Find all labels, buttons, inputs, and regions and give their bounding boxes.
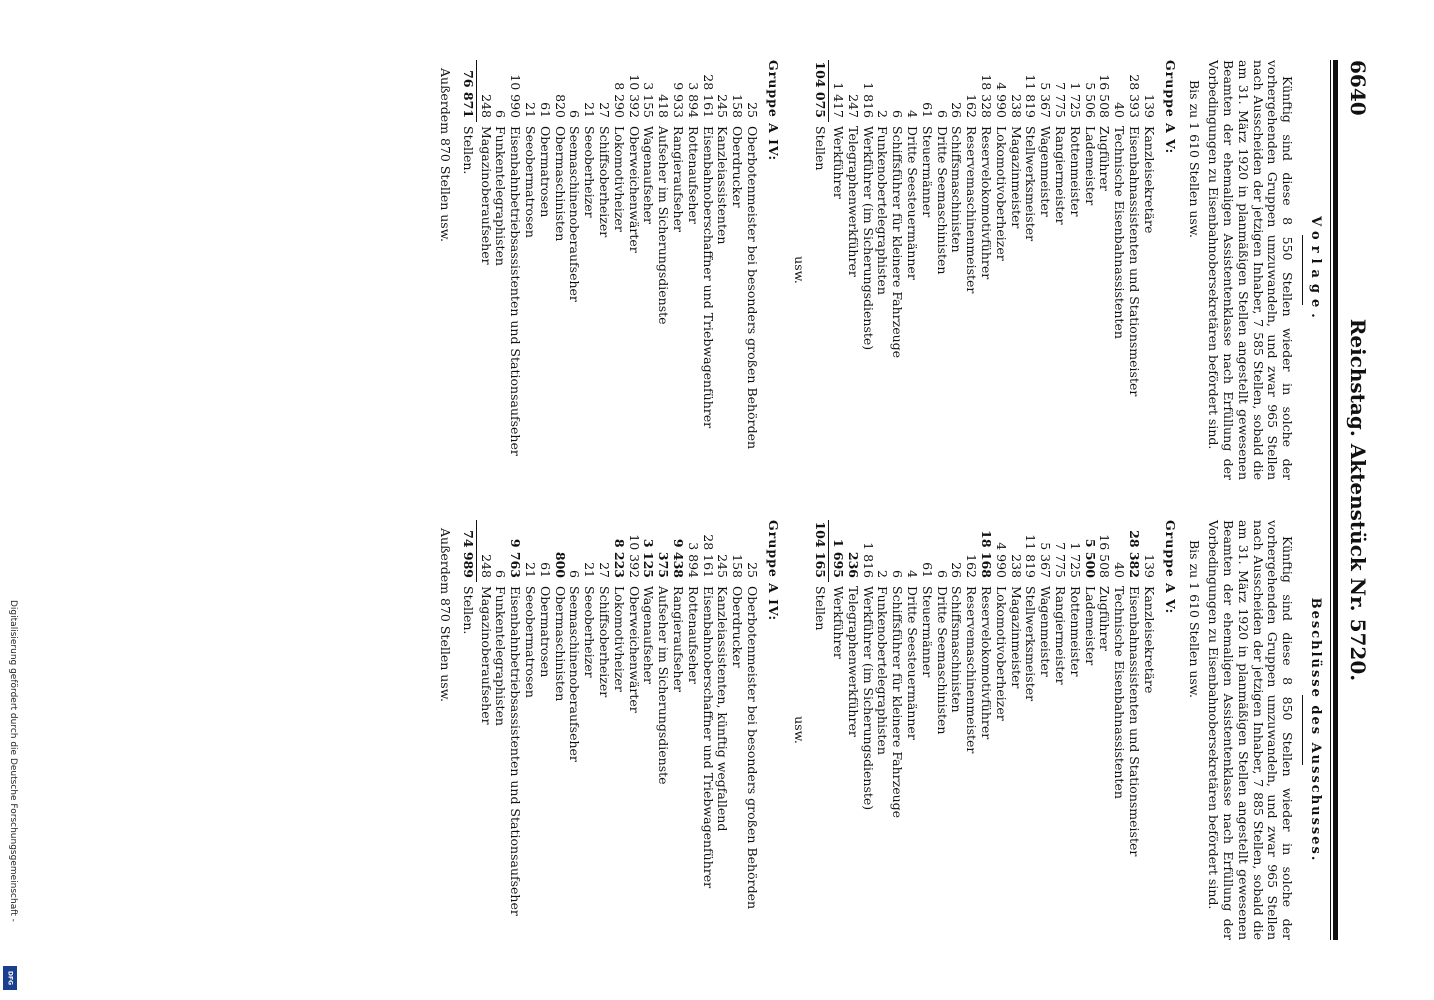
item-label: Rangieraufseher	[670, 126, 686, 232]
item-label: Funkentelegraphisten	[493, 586, 509, 726]
intro-paragraph: Künftig sind diese 8 850 Stellen wieder in solche der vorhergehenden Gruppen umzuwandeln, und zwar 965 Stellen nach Ausscheiden der jetzigen Inhaber, 7 885 Stellen, sobald die am 31. März 1920 in planmäßigen Stellen angestellt gewesenen Beamten der ehemaligen Assistentenklasse nach Erfüllung der Vorbedingungen zu Eisenbahnobersekretären befördert sind.	[1206, 520, 1296, 940]
list-item	[1126, 60, 1141, 480]
item-label: Eisenbahnoberschaffner und Triebwagenführer	[700, 586, 716, 889]
total-row	[813, 520, 828, 940]
list-item	[655, 60, 670, 480]
total-label: Stellen.	[460, 126, 476, 175]
usw-line: usw.	[792, 716, 808, 744]
item-count: 1 816	[860, 542, 876, 578]
list-item	[670, 60, 685, 480]
item-label: Rottenaufseher	[685, 586, 701, 684]
item-count: 10 392	[626, 74, 642, 118]
list-item	[1023, 520, 1038, 940]
item-count: 4 990	[993, 542, 1009, 578]
item-label: Lokomotivheizer	[611, 586, 627, 692]
item-label: Dritte Seemaschinisten	[934, 126, 950, 275]
item-count: 238	[1008, 554, 1024, 578]
item-label: Reservemaschinenmeister	[964, 126, 980, 294]
item-label: Telegraphenwerkführer	[845, 586, 861, 737]
item-label: Eisenbahnassistenten und Stationsmeister	[1127, 586, 1143, 857]
item-label: Aufseher im Sicherungsdienste	[656, 586, 672, 785]
header-rule-thin	[1330, 60, 1331, 940]
item-count: 245	[715, 94, 731, 118]
item-count: 6	[890, 110, 906, 118]
item-count: 21	[582, 562, 598, 578]
list-item	[1067, 520, 1082, 940]
item-count: 6	[493, 110, 509, 118]
item-label: Zugführer	[1097, 586, 1113, 651]
list-item	[700, 520, 715, 940]
item-count: 11 819	[1023, 534, 1039, 578]
list-item	[537, 520, 552, 940]
dfg-logo: DFG	[3, 966, 17, 990]
item-label: Oberdrucker	[730, 586, 746, 668]
list-item	[655, 520, 670, 940]
column-heading: Vorlage.	[1308, 216, 1323, 324]
item-count: 27	[596, 102, 612, 118]
item-count: 1 816	[860, 82, 876, 118]
item-count: 139	[1141, 94, 1157, 118]
item-count: 28 393	[1127, 74, 1143, 118]
list-item	[860, 60, 875, 480]
list-item	[581, 520, 596, 940]
list-item	[830, 60, 845, 480]
item-count: 21	[582, 102, 598, 118]
list-item	[478, 520, 493, 940]
sum-rule	[828, 60, 829, 122]
item-label: Telegraphenwerkführer	[845, 126, 861, 277]
item-label: Rottenmeister	[1067, 586, 1083, 677]
item-count: 800	[552, 551, 568, 578]
sum-rule	[476, 60, 477, 122]
item-label: Lokomotivoberheizer	[993, 126, 1009, 261]
item-label: Wagenaufseher	[641, 126, 657, 225]
header-rule-thick	[1333, 60, 1338, 940]
item-count: 18 168	[979, 530, 995, 578]
item-label: Schiffsoberheizer	[596, 126, 612, 238]
column-heading: Beschlüsse des Ausschusses.	[1308, 597, 1323, 863]
item-label: Technische Eisenbahnassistenten	[1112, 126, 1128, 339]
item-label: Magazinmeister	[1008, 126, 1024, 229]
item-label: Kanzleisekretäre	[1141, 586, 1157, 694]
column-heading-rule	[1302, 235, 1303, 305]
total-value: 104 165	[813, 521, 829, 578]
item-label: Werkführer (im Sicherungsdienste)	[860, 586, 876, 811]
item-label: Aufseher im Sicherungsdienste	[656, 126, 672, 325]
item-label: Eisenbahnbetriebsassistenten und Stationsaufseher	[508, 126, 524, 456]
item-label: Oberbotenmeister bei besonders großen Behörden	[744, 126, 760, 450]
list-item	[949, 60, 964, 480]
item-count: 9 763	[508, 538, 524, 578]
item-count: 9 933	[670, 82, 686, 118]
item-count: 40	[1112, 562, 1128, 578]
item-count: 1 725	[1067, 542, 1083, 578]
item-label: Kanzleiassistenten	[715, 126, 731, 245]
list-item	[963, 60, 978, 480]
item-count: 5 506	[1082, 82, 1098, 118]
item-label: Steuermänner	[919, 586, 935, 678]
item-count: 5 500	[1082, 538, 1098, 578]
item-count: 25	[744, 562, 760, 578]
list-item	[715, 520, 730, 940]
item-label: Rottenmeister	[1067, 126, 1083, 217]
item-count: 4	[905, 110, 921, 118]
sum-rule	[828, 520, 829, 582]
list-item	[1126, 520, 1141, 940]
group2-list	[478, 60, 759, 480]
item-count: 3 125	[641, 538, 657, 578]
item-count: 158	[730, 554, 746, 578]
item-label: Schiffsführer für kleinere Fahrzeuge	[890, 586, 906, 819]
item-label: Werkführer	[831, 586, 847, 659]
item-count: 9 438	[670, 538, 686, 578]
list-item	[626, 520, 641, 940]
item-label: Dritte Seesteuermänner	[905, 126, 921, 280]
list-item	[596, 60, 611, 480]
list-item	[904, 520, 919, 940]
page-number: 6640	[1346, 60, 1370, 116]
column-vorlage	[437, 60, 1322, 480]
group-title: Gruppe A V:	[1162, 520, 1178, 615]
list-item	[1082, 60, 1097, 480]
list-item	[611, 520, 626, 940]
item-count: 162	[964, 554, 980, 578]
list-item	[522, 60, 537, 480]
list-item	[963, 520, 978, 940]
list-item	[1141, 520, 1156, 940]
list-item	[596, 520, 611, 940]
item-label: Magazinmeister	[1008, 586, 1024, 689]
list-item	[1052, 520, 1067, 940]
item-count: 162	[964, 94, 980, 118]
list-item	[889, 60, 904, 480]
item-label: Oberweichenwärter	[626, 586, 642, 713]
item-label: Kanzleisekretäre	[1141, 126, 1157, 234]
list-item	[934, 60, 949, 480]
item-label: Steuermänner	[919, 126, 935, 218]
group1-list	[830, 520, 1156, 940]
digitization-note	[0, 0, 22, 1000]
list-item	[729, 520, 744, 940]
item-label: Werkführer (im Sicherungsdienste)	[860, 126, 876, 351]
list-item	[626, 60, 641, 480]
item-label: Wagenmeister	[1038, 586, 1054, 677]
item-label: Seemaschinenoberaufseher	[567, 126, 583, 302]
item-label: Funkenobertelegraphisten	[875, 126, 891, 295]
bis-line: Bis zu 1 610 Stellen usw.	[1187, 80, 1203, 238]
page-title: Reichstag. Aktenstück Nr. 5720.	[1346, 318, 1370, 682]
item-count: 28 161	[700, 74, 716, 118]
total-value: 76 871	[460, 70, 476, 118]
item-label: Reservelokomotivführer	[979, 586, 995, 740]
item-count: 418	[656, 94, 672, 118]
item-count: 8 223	[611, 538, 627, 578]
sum-rule	[476, 520, 477, 582]
list-item	[889, 520, 904, 940]
item-count: 61	[919, 102, 935, 118]
group1-list	[830, 60, 1156, 480]
item-count: 1 695	[831, 538, 847, 578]
item-label: Eisenbahnassistenten und Stationsmeister	[1127, 126, 1143, 397]
item-count: 245	[715, 554, 731, 578]
item-count: 18 328	[979, 74, 995, 118]
item-label: Obermaschinisten	[552, 586, 568, 702]
item-label: Reservemaschinenmeister	[964, 586, 980, 754]
item-label: Funkentelegraphisten	[493, 126, 509, 266]
column-beschluesse	[437, 520, 1322, 940]
item-count: 7 775	[1053, 542, 1069, 578]
item-count: 3 894	[685, 542, 701, 578]
item-label: Reservelokomotivführer	[979, 126, 995, 280]
item-count: 4	[905, 570, 921, 578]
item-label: Rangieraufseher	[670, 586, 686, 692]
total-row	[813, 60, 828, 480]
item-label: Oberweichenwärter	[626, 126, 642, 253]
item-label: Dritte Seemaschinisten	[934, 586, 950, 735]
list-item	[641, 520, 656, 940]
total-row	[460, 520, 475, 940]
list-item	[507, 520, 522, 940]
list-item	[1023, 60, 1038, 480]
list-item	[1097, 60, 1112, 480]
list-item	[493, 520, 508, 940]
item-label: Seeoberheizer	[582, 126, 598, 218]
item-label: Dritte Seesteuermänner	[905, 586, 921, 740]
item-count: 26	[949, 562, 965, 578]
item-label: Seeoberheizer	[582, 586, 598, 678]
item-label: Obermaschinisten	[552, 126, 568, 242]
list-item	[715, 60, 730, 480]
item-count: 21	[522, 562, 538, 578]
item-count: 4 990	[993, 82, 1009, 118]
item-count: 28 161	[700, 534, 716, 578]
foot-line: Außerdem 870 Stellen usw.	[437, 528, 453, 702]
group-title: Gruppe A IV:	[765, 520, 781, 622]
item-label: Magazinoberaufseher	[478, 586, 494, 725]
item-label: Rangiermeister	[1053, 586, 1069, 685]
item-label: Wagenaufseher	[641, 586, 657, 685]
item-label: Stellwerksmeister	[1023, 586, 1039, 702]
list-item	[552, 520, 567, 940]
item-count: 6	[890, 570, 906, 578]
group-title: Gruppe A IV:	[765, 60, 781, 162]
total-value: 74 989	[460, 530, 476, 578]
item-count: 61	[537, 102, 553, 118]
list-item	[845, 520, 860, 940]
digitization-note-text: Digitalisierung gefördert durch die Deutsche Forschungsgemeinschaft -	[8, 600, 18, 922]
list-item	[685, 520, 700, 940]
list-item	[729, 60, 744, 480]
item-label: Seeobermatrosen	[522, 126, 538, 238]
list-item	[919, 60, 934, 480]
item-count: 26	[949, 102, 965, 118]
list-item	[860, 520, 875, 940]
group2-list	[478, 520, 759, 940]
group-title: Gruppe A V:	[1162, 60, 1178, 155]
list-item	[507, 60, 522, 480]
item-count: 61	[537, 562, 553, 578]
usw-line: usw.	[792, 256, 808, 284]
item-count: 5 367	[1038, 82, 1054, 118]
list-item	[493, 60, 508, 480]
total-row	[460, 60, 475, 480]
intro-paragraph: Künftig sind diese 8 550 Stellen wieder in solche der vorhergehenden Gruppen umzuwandeln, und zwar 965 Stellen nach Ausscheiden der jetzigen Inhaber, 7 585 Stellen, sobald die am 31. März 1920 in planmäßigen Stellen angestellt gewesenen Beamten der ehemaligen Assistentenklasse nach Erfüllung der Vorbedingungen zu Eisenbahnobersekretären befördert sind.	[1206, 60, 1296, 480]
item-count: 238	[1008, 94, 1024, 118]
item-label: Lokomotivoberheizer	[993, 586, 1009, 721]
list-item	[1037, 60, 1052, 480]
item-count: 10 990	[508, 74, 524, 118]
item-label: Obermatrosen	[537, 126, 553, 218]
item-label: Wagenmeister	[1038, 126, 1054, 217]
total-label: Stellen	[813, 126, 829, 171]
item-label: Rangiermeister	[1053, 126, 1069, 225]
item-label: Magazinoberaufseher	[478, 126, 494, 265]
item-count: 5 367	[1038, 542, 1054, 578]
list-item	[1141, 60, 1156, 480]
list-item	[567, 60, 582, 480]
item-label: Lademeister	[1082, 586, 1098, 666]
item-count: 10 392	[626, 534, 642, 578]
item-count: 6	[493, 570, 509, 578]
item-count: 247	[845, 94, 861, 118]
item-count: 8 290	[611, 82, 627, 118]
foot-line: Außerdem 870 Stellen usw.	[437, 68, 453, 242]
list-item	[478, 60, 493, 480]
item-count: 21	[522, 102, 538, 118]
item-label: Schiffsmaschinisten	[949, 126, 965, 253]
item-count: 2	[875, 570, 891, 578]
column-heading-rule	[1302, 695, 1303, 765]
list-item	[993, 60, 1008, 480]
item-label: Lademeister	[1082, 126, 1098, 206]
item-count: 6	[567, 110, 583, 118]
list-item	[1082, 520, 1097, 940]
item-label: Schiffsführer für kleinere Fahrzeuge	[890, 126, 906, 359]
item-count: 248	[478, 554, 494, 578]
item-count: 25	[744, 102, 760, 118]
list-item	[700, 60, 715, 480]
list-item	[845, 60, 860, 480]
item-label: Funkenobertelegraphisten	[875, 586, 891, 755]
list-item	[1097, 520, 1112, 940]
item-count: 820	[552, 94, 568, 118]
total-label: Stellen	[813, 586, 829, 631]
page-header	[1340, 60, 1374, 940]
item-count: 139	[1141, 554, 1157, 578]
list-item	[978, 520, 993, 940]
item-count: 236	[845, 551, 861, 578]
list-item	[830, 520, 845, 940]
item-count: 40	[1112, 102, 1128, 118]
list-item	[641, 60, 656, 480]
list-item	[978, 60, 993, 480]
list-item	[904, 60, 919, 480]
item-label: Schiffsoberheizer	[596, 586, 612, 698]
list-item	[875, 520, 890, 940]
item-count: 28 382	[1127, 530, 1143, 578]
list-item	[1067, 60, 1082, 480]
item-label: Schiffsmaschinisten	[949, 586, 965, 713]
item-count: 1 725	[1067, 82, 1083, 118]
list-item	[1111, 60, 1126, 480]
list-item	[1008, 60, 1023, 480]
item-label: Werkführer	[831, 126, 847, 199]
item-label: Seemaschinenoberaufseher	[567, 586, 583, 762]
item-count: 248	[478, 94, 494, 118]
list-item	[685, 60, 700, 480]
list-item	[949, 520, 964, 940]
item-label: Seeobermatrosen	[522, 586, 538, 698]
list-item	[522, 520, 537, 940]
list-item	[1052, 60, 1067, 480]
list-item	[744, 60, 759, 480]
item-count: 6	[567, 570, 583, 578]
list-item	[1008, 520, 1023, 940]
item-count: 27	[596, 562, 612, 578]
bis-line: Bis zu 1 610 Stellen usw.	[1187, 540, 1203, 698]
item-label: Oberbotenmeister bei besonders großen Behörden	[744, 586, 760, 910]
total-label: Stellen.	[460, 586, 476, 635]
list-item	[537, 60, 552, 480]
item-label: Kanzleiassistenten, künftig wegfallend	[715, 586, 731, 832]
item-count: 11 819	[1023, 74, 1039, 118]
list-item	[934, 520, 949, 940]
item-label: Oberdrucker	[730, 126, 746, 208]
list-item	[552, 60, 567, 480]
item-label: Stellwerksmeister	[1023, 126, 1039, 242]
item-count: 1 417	[831, 82, 847, 118]
item-count: 61	[919, 562, 935, 578]
item-count: 6	[934, 570, 950, 578]
item-count: 3 155	[641, 82, 657, 118]
item-label: Eisenbahnbetriebsassistenten und Stationsaufseher	[508, 586, 524, 916]
item-count: 2	[875, 110, 891, 118]
list-item	[993, 520, 1008, 940]
list-item	[670, 520, 685, 940]
item-label: Rottenaufseher	[685, 126, 701, 224]
list-item	[744, 520, 759, 940]
item-count: 7 775	[1053, 82, 1069, 118]
list-item	[1111, 520, 1126, 940]
item-count: 3 894	[685, 82, 701, 118]
list-item	[611, 60, 626, 480]
item-label: Lokomotivheizer	[611, 126, 627, 232]
item-count: 16 508	[1097, 534, 1113, 578]
total-value: 104 075	[813, 61, 829, 118]
list-item	[567, 520, 582, 940]
item-label: Technische Eisenbahnassistenten	[1112, 586, 1128, 799]
item-label: Zugführer	[1097, 126, 1113, 191]
list-item	[581, 60, 596, 480]
list-item	[919, 520, 934, 940]
item-label: Obermatrosen	[537, 586, 553, 678]
list-item	[875, 60, 890, 480]
item-count: 158	[730, 94, 746, 118]
item-count: 375	[656, 551, 672, 578]
item-count: 6	[934, 110, 950, 118]
list-item	[1037, 520, 1052, 940]
item-count: 16 508	[1097, 74, 1113, 118]
item-label: Eisenbahnoberschaffner und Triebwagenführer	[700, 126, 716, 429]
